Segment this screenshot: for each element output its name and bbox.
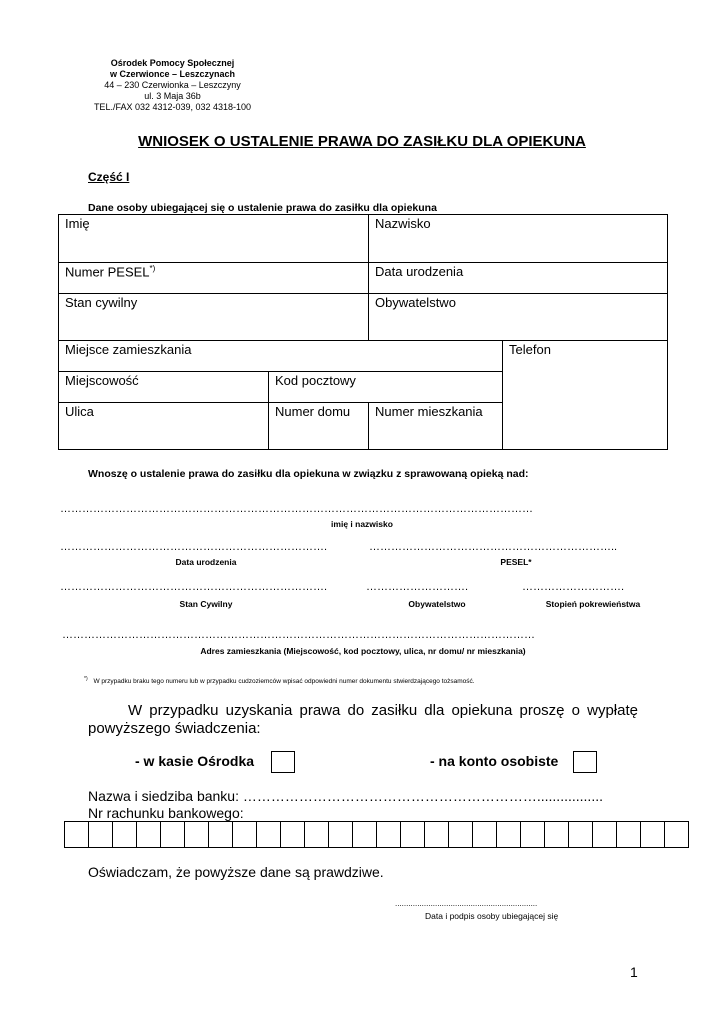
label-imie: Imię	[65, 216, 90, 231]
institution-postal: 44 – 230 Czerwionka – Leszczyny	[104, 80, 241, 90]
payment-request	[88, 702, 638, 738]
label-miejsce-zamieszkania: Miejsce zamieszkania	[65, 342, 192, 357]
account-digit-box[interactable]	[617, 822, 641, 848]
account-digit-box[interactable]	[497, 822, 521, 848]
account-digit-box[interactable]	[185, 822, 209, 848]
miejsce-zamieszkania-header	[59, 341, 503, 372]
label-obywatelstwo: Obywatelstwo	[375, 295, 456, 310]
account-digit-box[interactable]	[161, 822, 185, 848]
account-digit-box[interactable]	[329, 822, 353, 848]
account-digit-box[interactable]	[665, 822, 689, 848]
account-digit-box[interactable]	[137, 822, 161, 848]
account-digit-box[interactable]	[233, 822, 257, 848]
signature-caption: Data i podpis osoby ubiegającej się	[425, 911, 559, 921]
ward-name-line[interactable]: …………………………………………………………………………………………………………………	[60, 503, 533, 515]
declaration: Oświadczam, że powyższe dane są prawdziwe.	[88, 864, 384, 880]
label-telefon: Telefon	[509, 342, 551, 357]
ward-civil-status-line[interactable]: ……………………………………………………………….	[60, 581, 328, 593]
account-digit-box[interactable]	[257, 822, 281, 848]
label-ulica: Ulica	[65, 404, 94, 419]
ward-civil-status-caption: Stan Cywilny	[179, 599, 233, 609]
field-numer-domu[interactable]	[269, 403, 369, 450]
account-digit-box[interactable]	[641, 822, 665, 848]
ward-pesel-line[interactable]: …………………………………………………………..	[369, 541, 618, 553]
field-stan-cywilny[interactable]	[59, 294, 369, 341]
field-ulica[interactable]	[59, 403, 269, 450]
ward-citizenship-line[interactable]: ……………………….	[366, 581, 469, 593]
institution-street: ul. 3 Maja 36b	[144, 91, 201, 101]
field-kod-pocztowy[interactable]	[269, 372, 503, 403]
payment-request-text: W przypadku uzyskania prawa do zasiłku dla opiekuna proszę o wypłatę powyższego świadczenia:	[88, 702, 638, 737]
label-pesel: Numer PESEL	[65, 264, 150, 280]
account-digit-box[interactable]	[425, 822, 449, 848]
account-digit-box[interactable]	[209, 822, 233, 848]
ward-address-caption: Adres zamieszkania (Miejscowość, kod pocztowy, ulica, nr domu/ nr mieszkania)	[200, 646, 526, 656]
document-title: WNIOSEK O USTALENIE PRAWA DO ZASIŁKU DLA OPIEKUNA	[138, 133, 586, 150]
footnote	[84, 676, 475, 685]
institution-header	[80, 58, 265, 113]
ward-birthdate-caption: Data urodzenia	[175, 557, 237, 567]
account-digit-box[interactable]	[377, 822, 401, 848]
ward-citizenship-caption: Obywatelstwo	[408, 599, 466, 609]
ward-name-caption: imię i nazwisko	[331, 519, 393, 529]
option-account-checkbox[interactable]	[573, 751, 597, 773]
institution-phone: TEL./FAX 032 4312-039, 032 4318-100	[93, 102, 252, 112]
ward-birthdate-line[interactable]: ……………………………………………………………….	[60, 541, 328, 553]
label-kod-pocztowy: Kod pocztowy	[275, 373, 356, 388]
ward-pesel-caption: PESEL*	[500, 557, 532, 567]
account-digit-box[interactable]	[281, 822, 305, 848]
account-number-boxes	[64, 821, 689, 848]
label-numer-domu: Numer domu	[275, 404, 351, 419]
ward-kinship-caption: Stopień pokrewieństwa	[545, 599, 641, 609]
label-nazwisko: Nazwisko	[375, 216, 431, 231]
option-cash-checkbox[interactable]	[271, 751, 295, 773]
account-digit-box[interactable]	[545, 822, 569, 848]
field-numer-mieszkania[interactable]	[369, 403, 503, 450]
pesel-footnote-mark: *)	[149, 264, 156, 273]
account-digit-box[interactable]	[593, 822, 617, 848]
account-digit-box[interactable]	[305, 822, 329, 848]
account-number-label: Nr rachunku bankowego:	[88, 805, 244, 821]
field-obywatelstwo[interactable]	[369, 294, 668, 341]
section-heading: Dane osoby ubiegającej się o ustalenie prawa do zasiłku dla opiekuna	[88, 202, 437, 214]
ward-kinship-line[interactable]: ……………………….	[522, 581, 625, 593]
field-telefon[interactable]	[503, 341, 668, 450]
field-miejscowosc[interactable]	[59, 372, 269, 403]
signature-line[interactable]: ................................................................	[395, 899, 538, 908]
account-digit-box[interactable]	[569, 822, 593, 848]
field-nazwisko[interactable]	[369, 215, 668, 263]
account-digit-box[interactable]	[401, 822, 425, 848]
account-digit-box[interactable]	[521, 822, 545, 848]
option-account-label: - na konto osobiste	[430, 753, 559, 769]
field-pesel[interactable]	[59, 263, 369, 294]
footnote-text: W przypadku braku tego numeru lub w przypadku cudzoziemców wpisać odpowiedni numer dokumentu stwierdzającego tożsamość.	[93, 678, 475, 686]
applicant-data-table	[58, 214, 668, 450]
label-numer-mieszkania: Numer mieszkania	[375, 404, 483, 419]
institution-location: w Czerwionce – Leszczynach	[109, 69, 236, 79]
field-data-urodzenia[interactable]	[369, 263, 668, 294]
footnote-mark: *)	[84, 676, 88, 682]
request-statement: Wnoszę o ustalenie prawa do zasiłku dla opiekuna w związku z sprawowaną opieką nad:	[88, 468, 529, 480]
account-digit-box[interactable]	[353, 822, 377, 848]
account-digit-box[interactable]	[65, 822, 89, 848]
institution-name: Ośrodek Pomocy Społecznej	[110, 58, 235, 68]
part-heading: Część I	[88, 170, 130, 184]
label-stan-cywilny: Stan cywilny	[65, 295, 138, 310]
label-miejscowosc: Miejscowość	[65, 373, 139, 388]
option-cash-label: - w kasie Ośrodka	[135, 753, 255, 769]
account-digit-box[interactable]	[449, 822, 473, 848]
page-number: 1	[630, 964, 638, 980]
bank-name-field[interactable]: Nazwa i siedziba banku: ……………………………………………………….................	[88, 788, 603, 804]
ward-address-line[interactable]: …………………………………………………………………………………………………………………	[62, 629, 535, 641]
account-digit-box[interactable]	[473, 822, 497, 848]
field-imie[interactable]	[59, 215, 369, 263]
account-digit-box[interactable]	[89, 822, 113, 848]
account-digit-box[interactable]	[113, 822, 137, 848]
bank-section	[88, 788, 603, 822]
label-data-urodzenia: Data urodzenia	[375, 264, 464, 279]
